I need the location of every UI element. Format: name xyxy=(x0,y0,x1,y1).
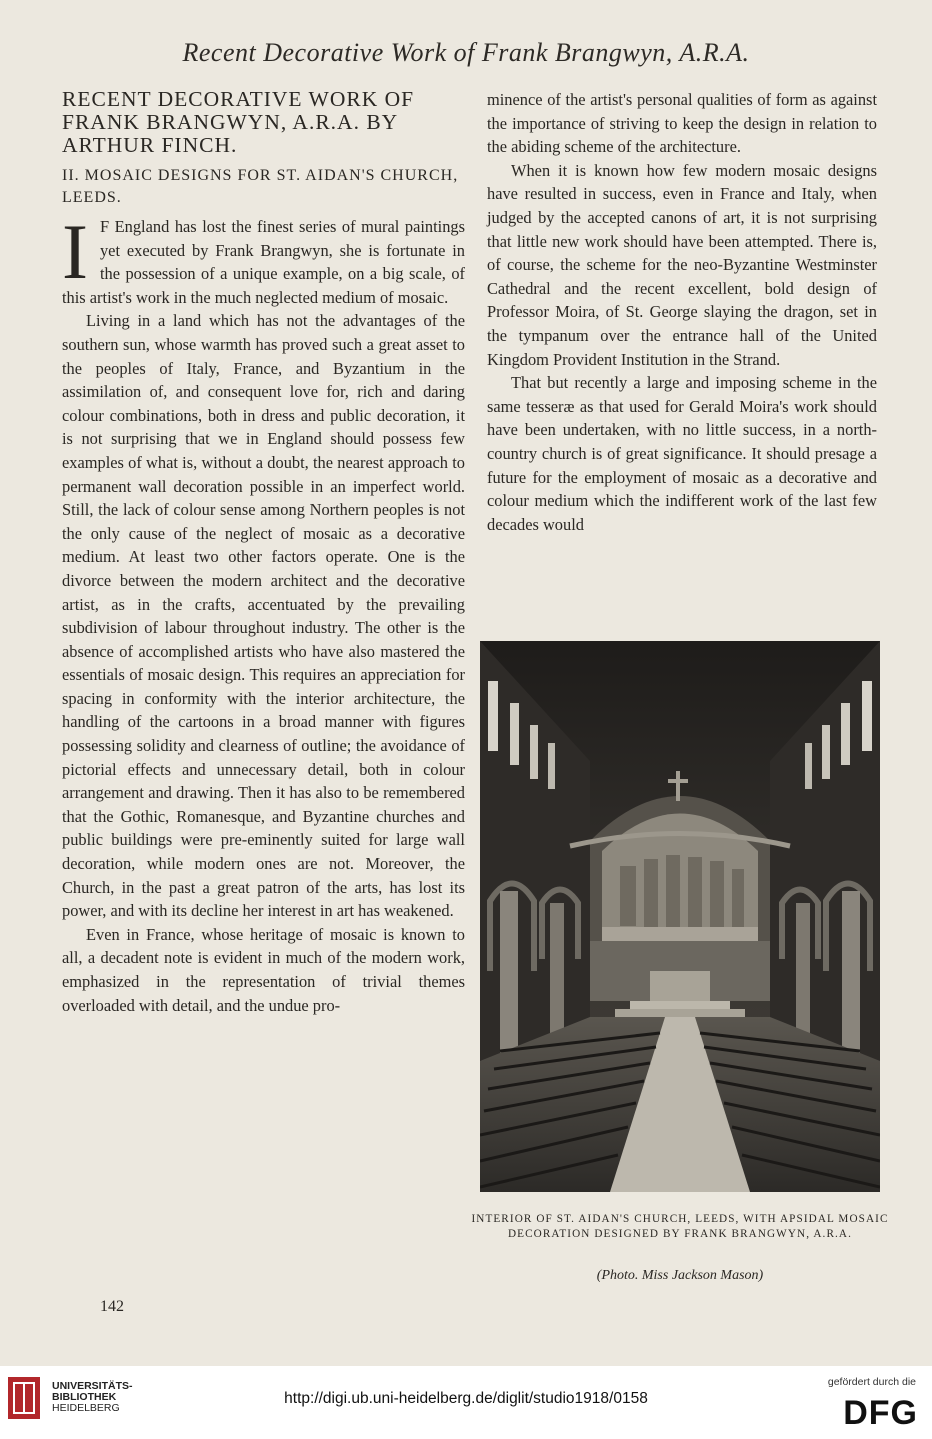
source-url-link[interactable]: http://digi.ub.uni-heidelberg.de/diglit/studio1918/0158 xyxy=(284,1390,648,1407)
right-column xyxy=(487,88,877,536)
church-interior-photo xyxy=(480,641,880,1192)
body-paragraph: When it is known how few modern mosaic designs have resulted in success, even in France and Italy, when judged by the accepted canons of art, it is not surprising that little new work should have been attempted. There is, of course, the scheme for the neo-Byzantine Westminster Cathedral and the recent excellent, bold design of Professor Moira, of St. George slaying the dragon, set in the tympanum over the entrance hall of the United Kingdom Provident Institution in the Strand. xyxy=(487,160,877,369)
article-subtitle: II. MOSAIC DESIGNS FOR ST. AIDAN'S CHURCH, LEEDS. xyxy=(62,167,459,206)
page-number: 142 xyxy=(100,1298,124,1315)
drop-cap: I xyxy=(62,208,88,295)
digitization-footer xyxy=(0,1366,932,1439)
body-paragraph: Even in France, whose heritage of mosaic is known to all, a decadent note is evident in much of the modern work, emphasized in the representation of trivial themes overloaded with detail, and the undue pro- xyxy=(62,924,465,1015)
photo-credit: (Photo. Miss Jackson Mason) xyxy=(596,1268,764,1283)
body-paragraph: minence of the artist's personal qualities of form as against the importance of striving to keep the design in relation to the abiding scheme of the architecture. xyxy=(487,90,877,157)
body-paragraph: Living in a land which has not the advantages of the southern sun, whose warmth has proved such a great asset to the peoples of Italy, France, and Byzantium in the assimilation of, and consequent love for, rich and daring colour combinations, both in dress and public decoration, it is not surprising that we in England should possess few examples of what is, without a doubt, the nearest approach to permanent wall decoration possible in an imperfect world. Still, the lack of colour sense among Northern peoples is not the only cause of the neglect of mosaic as a decorative medium. At least two other factors operate. One is the divorce between the modern architect and the decorative artist, as in the crafts, accentuated by the prevailing subdivision of labour throughout industry. The other is the absence of accomplished artists who have also mastered the essentials of mosaic design. This requires an appreciation for spacing in conformity with the interior architecture, the handling of the cartoons in a broad manner with figures possessing solidity and clearness of outline; the avoidance of pictorial effects and unnecessary detail, both in colour arrangement and drawing. Then it has also to be remembered that the Gothic, Romanesque, and Byzantine churches and public buildings were pre-eminently suited for large wall decoration, while modern ones are not. Moreover, the Church, in the past a great patron of the arts, has lost its power, and with its decline her interest in art has weakened. xyxy=(62,311,465,921)
figure-caption: INTERIOR OF ST. AIDAN'S CHURCH, LEEDS, WITH APSIDAL MOSAIC DECORATION DESIGNED BY FRANK BRANGWYN, A.R.A. xyxy=(471,1213,889,1240)
body-paragraph: That but recently a large and imposing scheme in the same tesseræ as that used for Gerald Moira's work should have been undertaken, with no little success, in a north-country church is of great significance. It should presage a future for the employment of mosaic as a decorative and colour medium which the indifferent work of the last few decades would xyxy=(487,373,877,534)
article-title: RECENT DECORATIVE WORK OF FRANK BRANGWYN, A.R.A. BY ARTHUR FINCH. xyxy=(62,87,415,157)
library-name-line: BIBLIOTHEK xyxy=(52,1391,117,1403)
library-name-line: HEIDELBERG xyxy=(52,1402,120,1414)
running-head: Recent Decorative Work of Frank Brangwyn, A.R.A. xyxy=(182,38,750,67)
church-interior-illustration xyxy=(480,641,880,1192)
opening-paragraph xyxy=(62,208,465,309)
library-name-line: UNIVERSITÄTS- xyxy=(52,1380,133,1392)
funding-label: gefördert durch die xyxy=(827,1376,916,1388)
left-column xyxy=(62,88,465,1017)
opening-paragraph-text: F England has lost the finest series of mural paintings yet executed by Frank Brangwyn, she is fortunate in the possession of a unique example, on a big scale, of this artist's work in the much neglected medium of mosaic. xyxy=(62,217,465,307)
dfg-logo: DFG xyxy=(843,1394,918,1432)
